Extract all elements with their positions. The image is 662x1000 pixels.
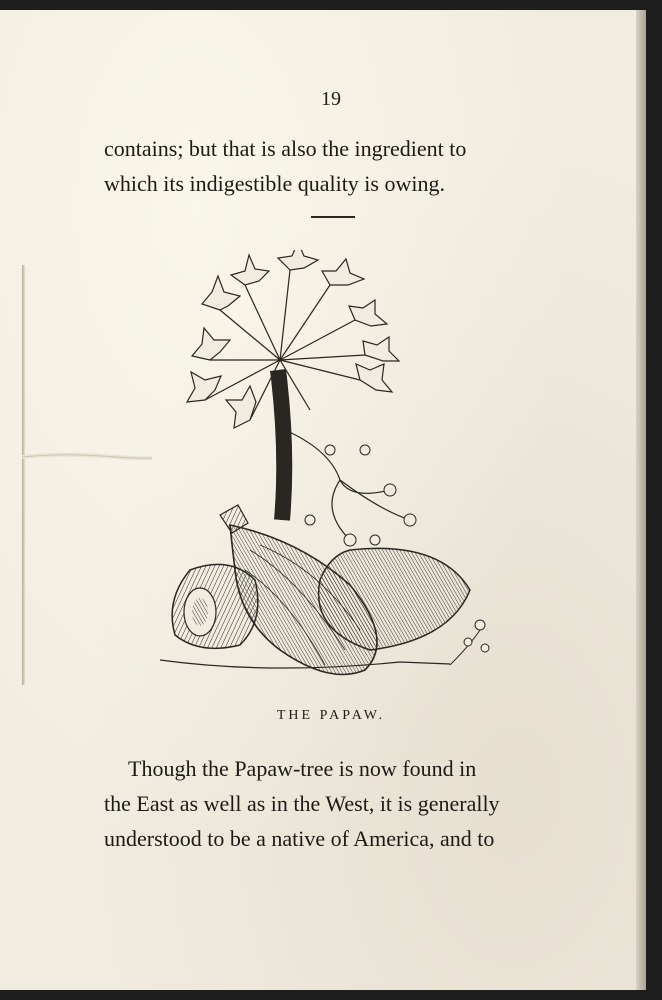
section-rule [311,216,355,218]
text-line-1: contains; but that is also the ingredient to [104,136,467,161]
page-number: 19 [321,88,341,110]
binding-thread [22,452,152,462]
figure-caption: THE PAPAW. [276,708,386,723]
page-edge [636,10,646,990]
papaw-illustration [150,250,500,690]
text-line-2: which its indigestible quality is owing. [104,171,445,196]
text-line-3: Though the Papaw-tree is now found in [128,756,477,781]
text-line-5: understood to be a native of America, and to [104,826,495,851]
text-line-4: the East as well as in the West, it is generally [104,791,500,816]
binding-stitch [22,265,25,685]
